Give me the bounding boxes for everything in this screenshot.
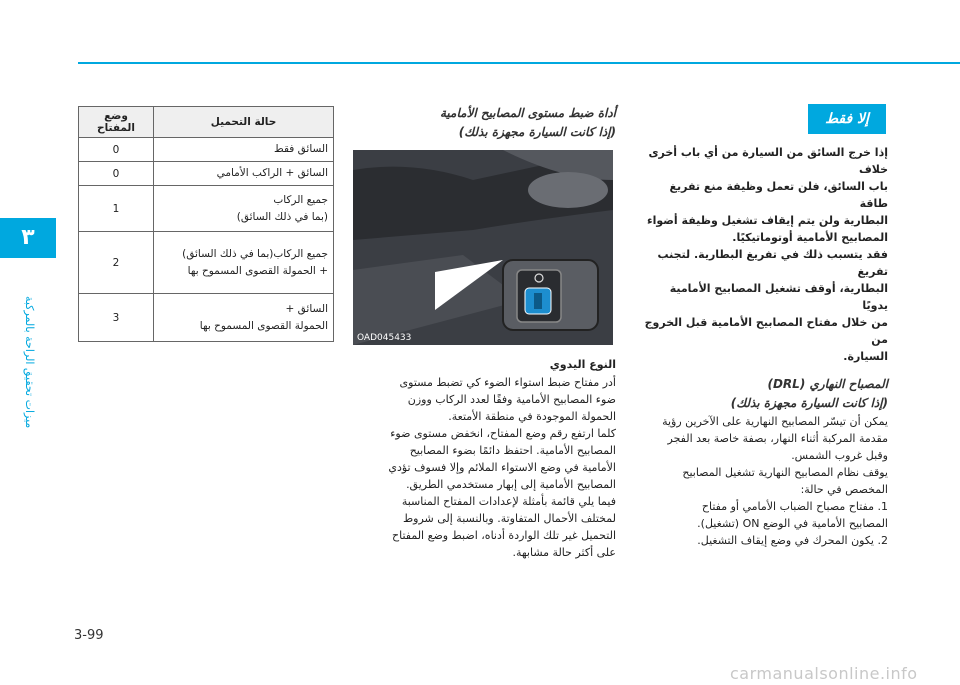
load-line: السائق + الراكب الأمامي <box>216 167 328 179</box>
page-number: 3-99 <box>74 628 104 643</box>
position-cell: 3 <box>79 294 154 342</box>
header-switch-position: وضع المفتاح <box>79 107 154 138</box>
note-line: السيارة. <box>843 350 888 363</box>
dashboard-illustration <box>353 150 613 345</box>
body-line: المصابيح الأمامية إلى إبهار مستخدمي الطريق. <box>406 478 616 491</box>
drl-conditions <box>642 498 888 549</box>
middle-column-title <box>350 104 616 142</box>
drl-text-line: وقبل غروب الشمس. <box>791 449 888 462</box>
position-cell: 2 <box>79 232 154 294</box>
load-line: الحمولة القصوى المسموح بها <box>199 319 328 332</box>
table-row <box>79 162 334 186</box>
load-switch-table <box>78 106 334 342</box>
table-header-row <box>79 107 334 138</box>
chapter-number: ٣ <box>21 225 35 250</box>
position-cell: 1 <box>79 186 154 232</box>
header-rule <box>78 62 960 64</box>
list-item: 2. يكون المحرك في وضع إيقاف التشغيل. <box>697 534 888 547</box>
header-load-condition: حالة التحميل <box>154 107 334 138</box>
body-line: التحميل غير تلك الواردة أدناه، اضبط وضع المفتاح <box>392 529 616 542</box>
table-row <box>79 232 334 294</box>
load-cell <box>154 138 334 162</box>
load-line: + الحمولة القصوى المسموح بها <box>187 264 328 277</box>
load-cell <box>154 294 334 342</box>
body-line: على أكثر حالة مشابهة. <box>512 546 616 559</box>
leveling-title: أداة ضبط مستوى المصابيح الأمامية <box>440 106 616 120</box>
list-item: المصابيح الأمامية في الوضع ON (تشغيل). <box>697 517 888 530</box>
drl-subheading: (إذا كانت السيارة مجهزة بذلك) <box>730 396 888 410</box>
table-row <box>79 138 334 162</box>
table-row <box>79 186 334 232</box>
drl-text-line: مقدمة المركبة أثناء النهار، بصفة خاصة بعد الفجر <box>667 432 888 445</box>
body-line: فيما يلي قائمة بأمثلة لإعدادات المفتاح المناسبة <box>401 495 616 508</box>
load-line: السائق فقط <box>274 143 328 155</box>
note-line: من خلال مفتاح المصابيح الأمامية قبل الخروج من <box>644 316 888 346</box>
leveling-subtitle: (إذا كانت السيارة مجهزة بذلك) <box>458 125 616 139</box>
body-line: ضوء المصابيح الأمامية وفقًا لعدد الركاب ووزن <box>407 393 616 406</box>
load-line: جميع الركاب <box>273 193 328 206</box>
caution-badge: إلا فقط <box>808 104 886 134</box>
right-column <box>642 144 888 549</box>
note-line: إذا خرج السائق من السيارة من أي باب أخرى خلاف <box>648 146 888 176</box>
table-row <box>79 294 334 342</box>
body-line: الحمولة الموجودة في منطقة الأمتعة. <box>448 410 616 423</box>
drl-text-line: يمكن أن تيسّر المصابيح النهارية على الآخرين رؤية <box>662 415 888 428</box>
position-cell: 0 <box>79 162 154 186</box>
body-line: الأمامية في وضع الاستواء الملائم وإلا فسوف تؤدي <box>388 461 616 474</box>
note-line: فقد يتسبب ذلك في تفريغ البطارية. لتجنب تفريغ <box>657 248 888 278</box>
footer-watermark: carmanualsonline.info <box>730 664 918 683</box>
drl-text-line: يوقف نظام المصابيح النهارية تشغيل المصابيح <box>682 466 888 479</box>
manual-type-heading: النوع اليدوي <box>549 358 616 371</box>
note-line: البطارية، أوقف تشغيل المصابيح الأمامية يدويًا <box>669 282 888 312</box>
figure-code: OAD045433 <box>357 333 412 343</box>
middle-column-body <box>350 356 616 561</box>
list-item: 1. مفتاح مصباح الضباب الأمامي أو مفتاح <box>701 500 888 513</box>
leveling-switch-figure <box>353 150 613 345</box>
load-cell <box>154 232 334 294</box>
note-line: باب السائق، فلن تعمل وظيفة منع تفريغ طاقة <box>669 180 888 210</box>
note-line: المصابيح الأمامية أوتوماتيكيًا. <box>732 231 888 244</box>
load-cell <box>154 162 334 186</box>
load-cell <box>154 186 334 232</box>
body-line: المصابيح الأمامية. احتفظ دائمًا بضوء المصابيح <box>409 444 616 457</box>
body-line: أدر مفتاح ضبط استواء الضوء كي تضبط مستوى <box>399 376 616 389</box>
chapter-title: ميزات تحقيق الراحة بالمركبة <box>23 295 36 428</box>
load-line: جميع الركاب(بما في ذلك السائق) <box>182 247 328 260</box>
body-line: لمختلف الأحمال المتفاوتة. وبالنسبة إلى شروط <box>402 512 616 525</box>
note-line: البطارية ولن يتم إيقاف تشغيل وظيفة أضواء <box>647 214 888 227</box>
drl-text-line: المخصص في حالة: <box>800 483 888 496</box>
position-cell: 0 <box>79 138 154 162</box>
drl-heading: المصباح النهاري (DRL) <box>767 377 888 391</box>
load-line: السائق + <box>285 302 328 315</box>
load-line: (بما في ذلك السائق) <box>236 210 328 223</box>
body-line: كلما ارتفع رقم وضع المفتاح، انخفض مستوى ضوء <box>390 427 616 440</box>
